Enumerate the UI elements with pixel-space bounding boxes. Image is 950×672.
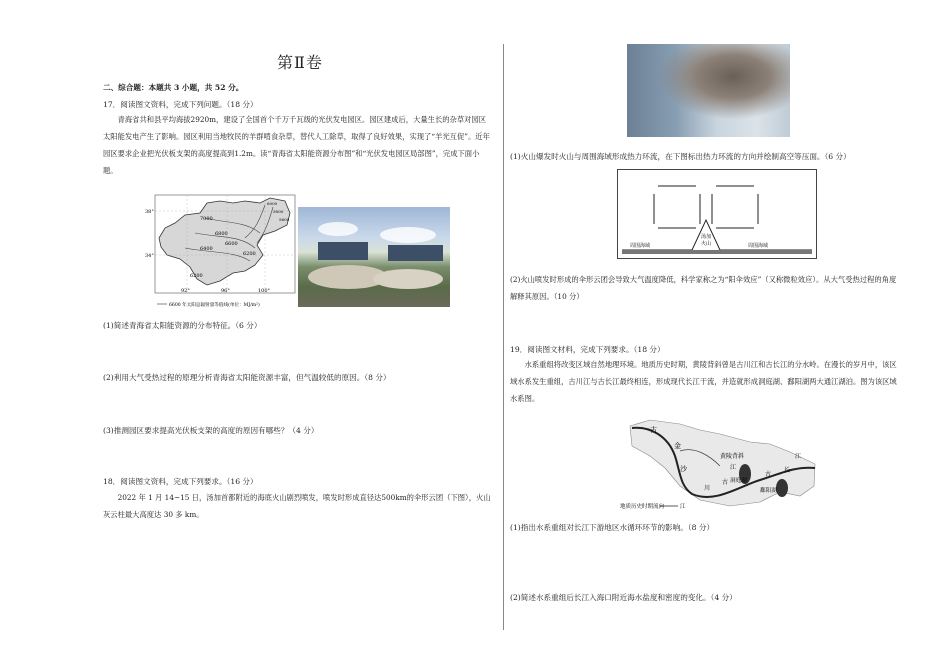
q18-passage: 2022 年 1 月 14~15 日，汤加首都附近的海底火山剧烈喷发，喷发时形成直径达500km的伞形云团（下图），火山灰云柱最大高度达 30 多 km。 <box>103 493 491 519</box>
map-label: 古 <box>765 471 772 478</box>
map-label: 古 <box>650 426 657 434</box>
q17-sub3: (3)推测园区要求提高光伏板支架的高度的原因有哪些？（4 分） <box>103 426 319 435</box>
map-label: 江 <box>795 453 802 460</box>
q19-sub2: (2)简述水系重组后长江入海口附近海水盐度和密度的变化。（4 分） <box>510 593 737 602</box>
lat-label: 34° <box>145 253 154 259</box>
q18-sub1: (1)火山爆发时火山与周围海域形成热力环流，在下图标出热力环流的方向并绘制高空等压面。（6 分） <box>510 152 851 161</box>
map-label: 江 <box>730 464 737 471</box>
map-label: 长 <box>784 467 791 474</box>
fig-label: 汤加 <box>701 234 712 240</box>
contour-label: 5600 <box>279 217 290 222</box>
lon-label: 100° <box>258 288 271 294</box>
map-label: 沙 <box>680 465 687 473</box>
contour-label: 6200 <box>190 273 203 279</box>
q17-sub1: (1)简述青海省太阳能资源的分布特征。（6 分） <box>103 321 262 330</box>
map-label: 鄱阳湖 <box>760 488 777 494</box>
q17-sub2: (2)利用大气受热过程的原理分析青海省太阳能资源丰富，但气温较低的原因。（8 分） <box>103 373 391 382</box>
thermal-circulation-figure <box>617 169 817 259</box>
map-caption: 地质历史时期流向 <box>620 504 665 510</box>
q19-intro: 19．阅读图文材料，完成下列要求。（18 分） <box>510 345 665 354</box>
map-label: 川 <box>704 485 711 492</box>
river-system-map <box>620 416 820 512</box>
contour-label: 6000 <box>267 201 278 206</box>
q19-sub1: (1)指出水系重组对长江下游地区水循环环节的影响。（8 分） <box>510 523 715 532</box>
column-divider <box>503 44 504 630</box>
map-caption: 江 <box>680 504 686 510</box>
fig-label: 周围海域 <box>748 243 769 249</box>
map-label: 黄陵背斜 <box>720 453 745 460</box>
qinghai-solar-map <box>145 193 297 311</box>
contour-label: 5800 <box>273 209 284 214</box>
q18-intro: 18．阅读图文资料，完成下列要求。（16 分） <box>103 477 258 486</box>
contour-label: 6200 <box>243 251 256 257</box>
map-legend: 6600 年太阳总辐射量等值线(单位：MJ/m²) <box>169 303 260 308</box>
q17-passage: 青海省共和县平均海拔2920m，建设了全国首个千万千瓦级的光伏发电园区。园区建成后，大量生长的杂草对园区太阳能发电产生了影响。园区利用当地牧民的羊群啃食杂草，替代人工除草，取得了良好效果，实现了“羊光互促”。近年园区要求企业把光伏板支架的高度提高到1.2m。读“青海省太阳能资源分布图”和“光伏发电园区局部图”，完成下面小题。 <box>103 115 490 175</box>
q18-sub2: (2)火山喷发时形成的伞形云团会导致大气温度降低，科学家称之为“阳伞效应”（又称微粒效应）。从大气受热过程的角度解释其原因。（10 分） <box>510 275 897 301</box>
q19-passage: 水系重组将改变区域自然地理环境。地质历史时期，黄陵背斜曾是古川江和古长江的分水岭。在漫长的岁月中，该区域水系发生重组，古川江与古长江最终相连，形成现代长江干流，并造就形成洞庭湖、鄱阳湖两大通江湖泊。图为该区域水系图。 <box>510 360 897 403</box>
contour-label: 6600 <box>225 241 238 247</box>
volcano-cloud-photo <box>627 44 790 137</box>
contour-label: 6800 <box>215 231 228 237</box>
map-label: 洞庭湖 <box>730 478 747 484</box>
solar-park-photo <box>298 207 450 307</box>
fig-label: 火山 <box>701 241 712 247</box>
contour-label: 6400 <box>200 246 213 252</box>
q17-intro: 17．阅读图文资料，完成下列问题。（18 分） <box>103 100 258 109</box>
lat-label: 38° <box>145 209 154 215</box>
fig-label: 周围海域 <box>630 243 651 249</box>
contour-label: 7000 <box>200 216 213 222</box>
map-label: 古 <box>722 479 729 486</box>
page-title: 第Ⅱ卷 <box>277 53 323 72</box>
map-label: 金 <box>674 442 681 450</box>
section-heading: 二、综合题：本题共 3 小题，共 52 分。 <box>103 83 244 92</box>
lon-label: 96° <box>221 288 230 294</box>
lon-label: 92° <box>181 288 190 294</box>
